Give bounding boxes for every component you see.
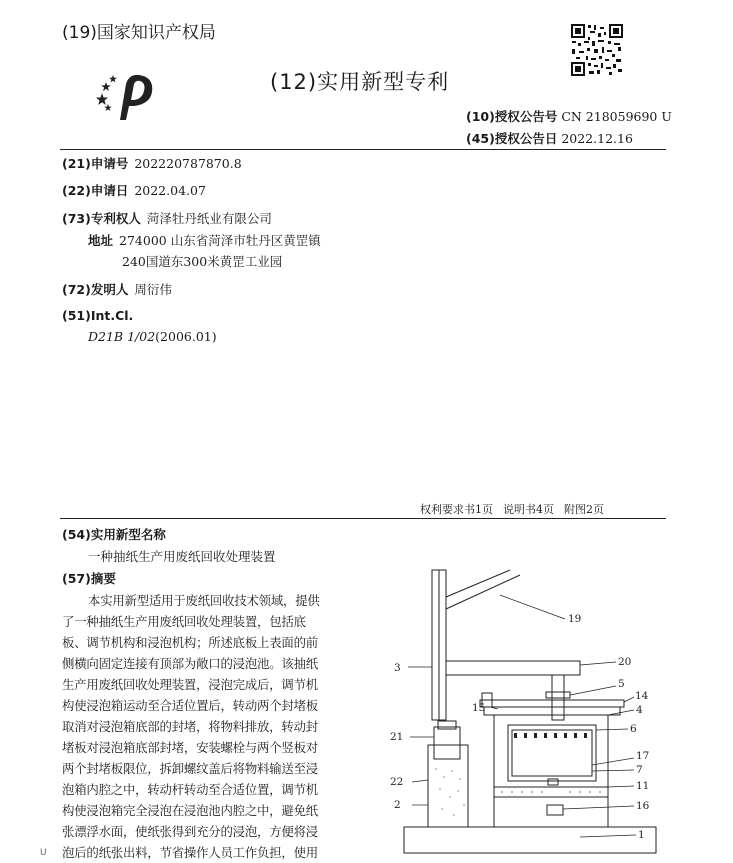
abstract-line: 两个封堵板限位，拆卸螺纹盖后将物料输送至浸 xyxy=(62,761,319,776)
drawing-pages: 附图2页 xyxy=(564,503,604,516)
description-pages: 说明书4页 xyxy=(503,503,554,516)
address-label: 地址 xyxy=(88,233,114,248)
utility-model-title: 一种抽纸生产用废纸回收处理装置 xyxy=(88,549,276,564)
label-19: 19 xyxy=(568,613,582,625)
pub-date-row xyxy=(466,129,633,147)
representative-drawing xyxy=(380,565,670,855)
abstract-line: 了一种抽纸生产用废纸回收处理装置，包括底 xyxy=(62,614,306,629)
ipc-classification xyxy=(88,329,217,344)
inventor: 周衍伟 xyxy=(134,282,172,297)
pub-number: CN 218059690 U xyxy=(561,109,672,124)
inventor-row xyxy=(62,280,172,298)
label-21: 21 xyxy=(390,731,404,743)
label-4: 4 xyxy=(636,704,643,716)
label-16: 16 xyxy=(636,800,650,812)
inventor-label: (72)发明人 xyxy=(62,282,129,297)
label-5: 5 xyxy=(618,678,625,690)
cnipa-logo-icon xyxy=(96,72,158,122)
abstract-line: 泡箱内腔之中，转动杆转动至合适位置，调节机 xyxy=(62,782,319,797)
abstract-label: (57)摘要 xyxy=(62,571,116,586)
address-line-1: 274000 山东省菏泽市牡丹区黄罡镇 xyxy=(119,233,321,248)
document-type: (12)实用新型专利 xyxy=(270,70,450,94)
section-divider xyxy=(60,518,666,519)
abstract-line: 构使浸泡箱运动至合适位置后，转动两个封堵板 xyxy=(62,698,319,713)
patentee-label: (73)专利权人 xyxy=(62,211,141,226)
ipc-version: (2006.01) xyxy=(155,329,217,344)
filing-date: 2022.04.07 xyxy=(134,183,206,198)
pub-number-row xyxy=(466,107,672,125)
application-number: 202220787870.8 xyxy=(134,156,242,171)
abstract-line: 取消对浸泡箱底部的封堵，将物料排放，转动封 xyxy=(62,719,319,734)
label-22: 22 xyxy=(390,776,404,788)
label-20: 20 xyxy=(618,656,632,668)
address-line-2: 240国道东300米黄罡工业园 xyxy=(122,254,283,269)
title-section-label: (54)实用新型名称 xyxy=(62,527,166,542)
label-14: 14 xyxy=(635,690,649,702)
ipc-label: (51)Int.Cl. xyxy=(62,308,134,323)
label-17: 17 xyxy=(636,750,650,762)
abstract-line: 本实用新型适用于废纸回收技术领域，提供 xyxy=(88,593,320,608)
filing-date-row xyxy=(62,181,206,199)
abstract-text xyxy=(62,590,352,863)
abstract-line: 侧横向固定连接有顶部为敞口的浸泡池。该抽纸 xyxy=(62,656,319,671)
application-number-label: (21)申请号 xyxy=(62,156,129,171)
label-6: 6 xyxy=(630,723,637,735)
label-3: 3 xyxy=(394,662,401,674)
label-1: 1 xyxy=(638,829,645,841)
header-divider xyxy=(60,149,666,150)
label-15: 15 xyxy=(472,702,486,714)
patentee: 菏泽牡丹纸业有限公司 xyxy=(146,211,272,226)
address-row xyxy=(88,231,321,249)
abstract-line: 板、调节机构和浸泡机构；所述底板上表面的前 xyxy=(62,635,319,650)
pub-date-label: (45)授权公告日 xyxy=(466,131,558,146)
abstract-line: 构使浸泡箱完全浸泡在浸泡池内腔之中，避免纸 xyxy=(62,803,319,818)
abstract-line: 生产用废纸回收处理装置，浸泡完成后，调节机 xyxy=(62,677,319,692)
label-2: 2 xyxy=(394,799,401,811)
abstract-line: 泡后的纸张出料，节省操作人员工作负担，使用 xyxy=(62,845,319,860)
label-7: 7 xyxy=(636,764,643,776)
abstract-line: 堵板对浸泡箱底部封堵，安装螺栓与两个竖板对 xyxy=(62,740,319,755)
page-counts xyxy=(420,501,614,517)
filing-date-label: (22)申请日 xyxy=(62,183,129,198)
pub-date: 2022.12.16 xyxy=(561,131,633,146)
margin-mark: U xyxy=(40,848,47,858)
patentee-row xyxy=(62,209,272,227)
pub-number-label: (10)授权公告号 xyxy=(466,109,558,124)
qr-code-icon xyxy=(570,23,624,77)
label-11: 11 xyxy=(636,780,650,792)
claims-pages: 权利要求书1页 xyxy=(420,503,493,516)
ipc-code: D21B 1/02 xyxy=(88,329,156,344)
application-number-row xyxy=(62,154,242,172)
office-name: (19)国家知识产权局 xyxy=(62,23,216,43)
abstract-line: 张漂浮水面，使纸张得到充分的浸泡，方便将浸 xyxy=(62,824,319,839)
